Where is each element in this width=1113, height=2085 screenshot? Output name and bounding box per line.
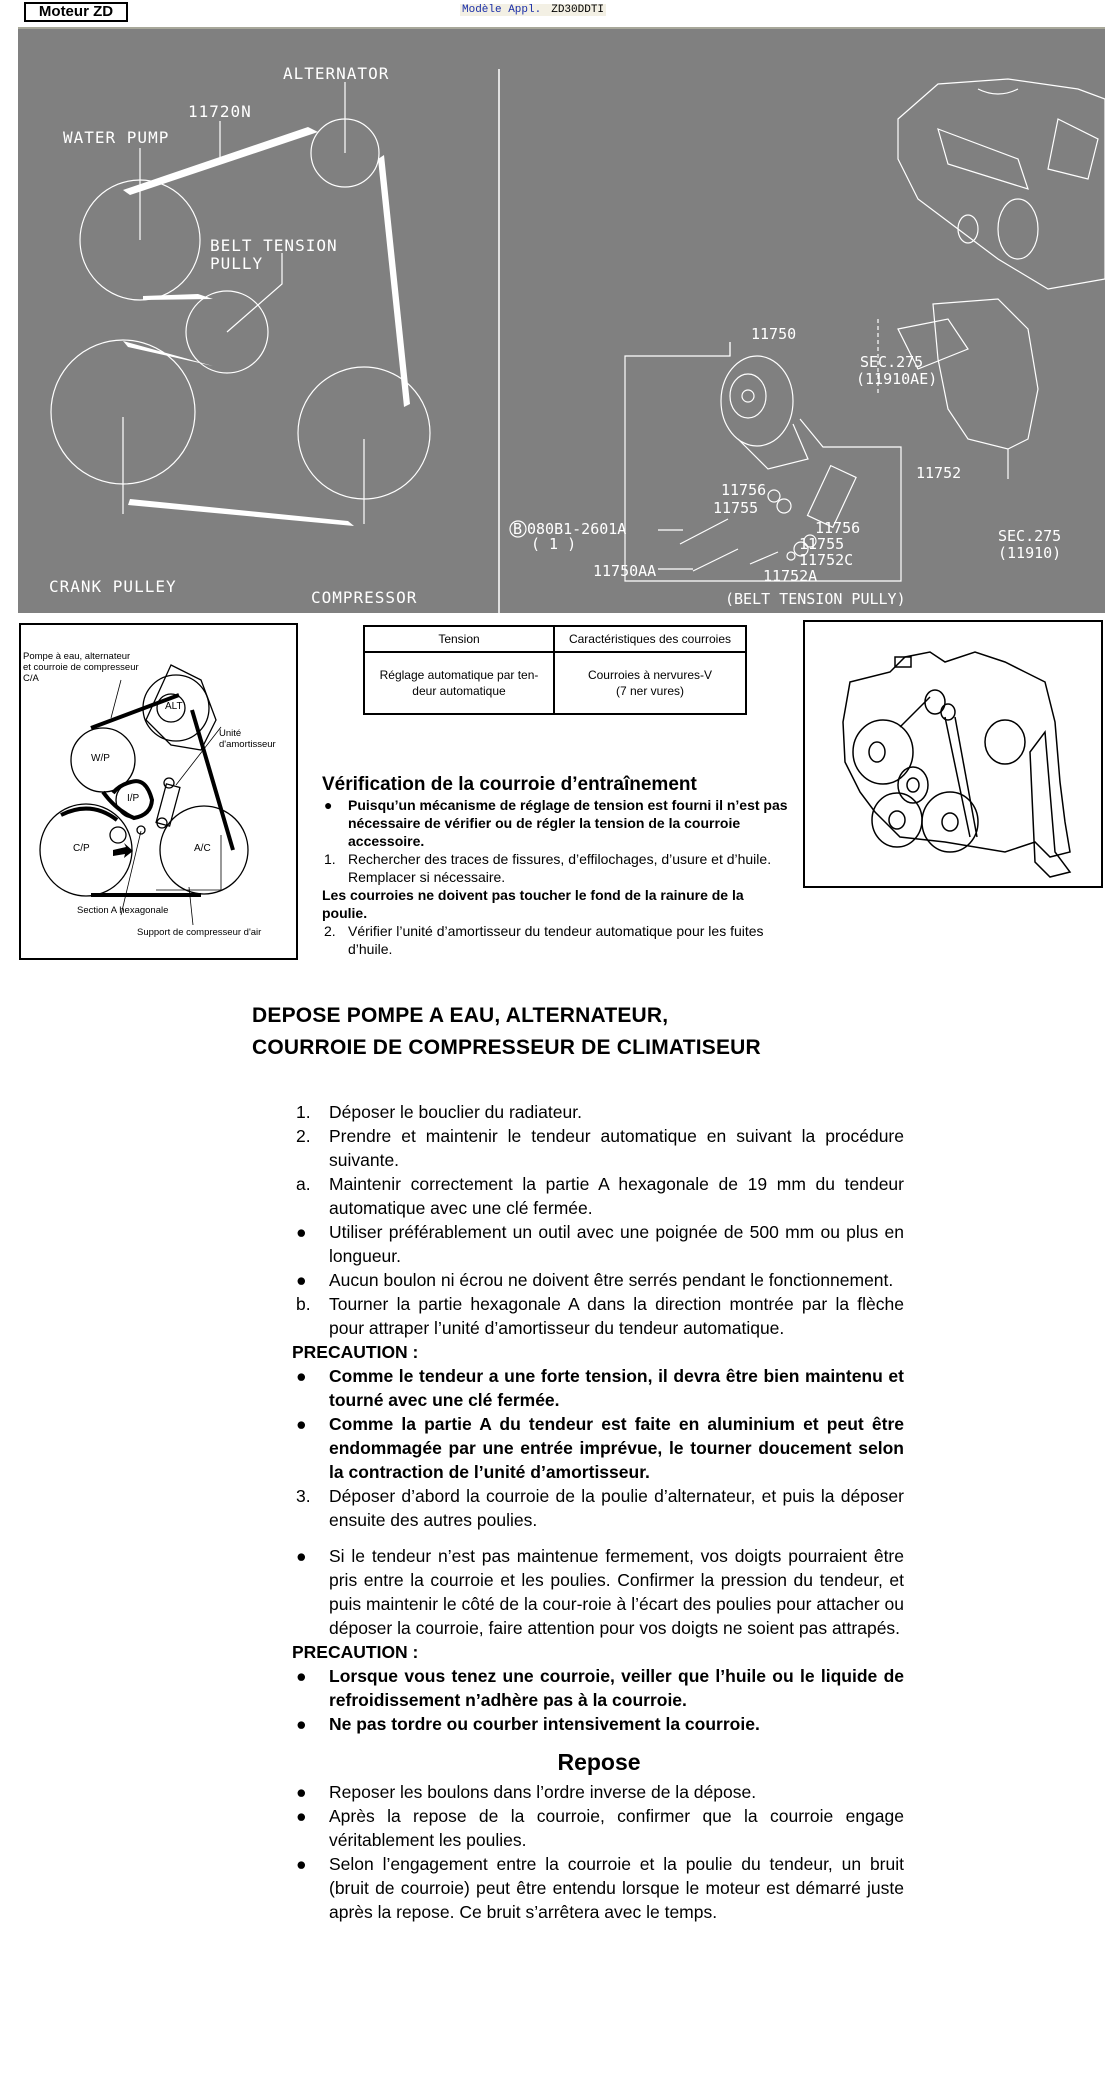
belt-caption xyxy=(23,651,139,684)
label-water-pump: WATER PUMP xyxy=(63,128,170,147)
damper-label xyxy=(219,728,276,750)
label-bolt-code: 080B1-2601A xyxy=(527,520,627,538)
model-label: Modèle Appl. xyxy=(462,4,542,16)
list-item xyxy=(294,1268,904,1292)
label-11756-a: 11756 xyxy=(721,481,767,499)
section-title: Vérification de la courroie d’entraînement xyxy=(322,774,697,795)
label-compressor: COMPRESSOR xyxy=(311,588,418,607)
label-11755-a: 11755 xyxy=(713,499,759,517)
label-11756-b: 11756 xyxy=(815,519,861,537)
label-bolt-b: B xyxy=(513,520,523,538)
label-sec275-a: SEC.275 xyxy=(860,353,924,371)
step-number: 2. xyxy=(296,1126,311,1146)
item-text: Maintenir correctement la partie A hexagonale de 19 mm du tendeur automatique avec une clé fermée. xyxy=(329,1174,904,1218)
label-sec275-b: SEC.275 xyxy=(998,527,1062,545)
label-sec275-b-ref: (11910) xyxy=(998,544,1062,562)
removal-title-line2: COURROIE DE COMPRESSEUR DE CLIMATISEUR xyxy=(252,1036,761,1059)
list-item xyxy=(322,922,792,958)
step-letter: a. xyxy=(296,1174,311,1194)
belt-routing-figure xyxy=(19,623,298,960)
label-belt-tension-caption: (BELT TENSION PULLY) xyxy=(725,590,906,608)
removal-section xyxy=(252,1000,902,1924)
engine-figure xyxy=(803,620,1103,888)
item-text: Vérifier l’unité d’amortisseur du tendeur automatique pour les fuites d’huile. xyxy=(348,923,764,957)
column-header: Caractéristiques des courroies xyxy=(554,626,746,652)
engine-label: Moteur ZD xyxy=(24,2,128,22)
list-item xyxy=(294,1124,904,1172)
cell-line: deur automatique xyxy=(412,684,506,698)
list-item xyxy=(294,1664,904,1712)
removal-procedure xyxy=(294,1100,904,1924)
item-text: Comme le tendeur a une forte tension, il devra être bien maintenu et tourné avec une clé fermée. xyxy=(329,1366,904,1410)
exploded-tensioner-drawing xyxy=(625,79,1105,581)
list-item xyxy=(294,1804,904,1852)
list-item xyxy=(294,1172,904,1220)
bullet-icon: ● xyxy=(296,1714,307,1734)
item-text: Selon l’engagement entre la courroie et la poulie du tendeur, un bruit (bruit de courroie) peut être entendu lorsque le moteur est démarré juste après la repose. Ce bruit s’arrêtera avec le temps. xyxy=(329,1854,904,1922)
support-label: Support de compresseur d'air xyxy=(137,927,262,938)
cell-line: Courroies à nervures-V xyxy=(587,668,713,682)
belt-routing-drawing xyxy=(51,82,430,524)
list-item xyxy=(294,1544,904,1640)
label-belt-tension-2: PULLY xyxy=(210,254,264,273)
item-text: Si le tendeur n’est pas maintenue fermement, vos doigts pourraient être pris entre la courroie et les poulies. Confirmer la pression du tendeur, et puis maintenir le côté de la cour-roie à l’écart des poulies pour attacher ou déposer la courroie, faire attention pour vos doigts ne soient pas attrapés. xyxy=(329,1546,904,1638)
label-belt-tension-1: BELT TENSION xyxy=(210,236,338,255)
step-number: 1. xyxy=(324,851,336,867)
list-item xyxy=(294,1364,904,1412)
item-text: Rechercher des traces de fissures, d’effilochages, d’usure et d’huile. Remplacer si nécessaire. xyxy=(348,851,772,885)
column-header: Tension xyxy=(364,626,554,652)
item-text: Aucun boulon ni écrou ne doivent être serrés pendant le fonctionnement. xyxy=(329,1270,894,1290)
bullet-icon: ● xyxy=(296,1666,307,1686)
step-letter: b. xyxy=(296,1294,311,1314)
cell-line: Réglage automatique par ten- xyxy=(379,668,539,682)
engine-illustration xyxy=(805,622,1101,886)
step-number: 3. xyxy=(296,1486,311,1506)
label-ac: A/C xyxy=(194,843,211,854)
label-11750: 11750 xyxy=(751,325,797,343)
label-11755-b: 11755 xyxy=(799,535,845,553)
table-cell xyxy=(554,652,746,714)
bullet-icon: ● xyxy=(296,1414,307,1434)
list-item xyxy=(294,1852,904,1924)
list-item xyxy=(294,1484,904,1532)
list-item xyxy=(294,1100,904,1124)
bullet-icon: ● xyxy=(296,1854,307,1874)
damper-label-line2: d'amortisseur xyxy=(219,739,276,750)
belt-caption-line1: Pompe à eau, alternateur xyxy=(23,651,131,662)
belt-caption-line2: et courroie de compresseur xyxy=(23,662,139,673)
table-header-row xyxy=(364,626,746,652)
list-item xyxy=(294,1780,904,1804)
label-wp: W/P xyxy=(91,753,110,764)
belt-caption-line3: C/A xyxy=(23,673,39,684)
belt-drawing xyxy=(123,127,410,526)
label-ip: I/P xyxy=(127,793,140,804)
step-number: 2. xyxy=(324,923,336,939)
label-bolt-qty: ( 1 ) xyxy=(531,535,577,553)
removal-title-line1: DEPOSE POMPE A EAU, ALTERNATEUR, xyxy=(252,1004,669,1027)
bullet-icon: ● xyxy=(296,1222,307,1242)
bullet-icon: ● xyxy=(296,1366,307,1386)
label-sec275-a-ref: (11910AE) xyxy=(856,370,938,388)
label-11752c: 11752C xyxy=(799,551,854,569)
label-crank-pulley: CRANK PULLEY xyxy=(49,577,177,596)
list-item xyxy=(294,1220,904,1268)
label-alt: ALT xyxy=(165,701,183,712)
bullet-icon: ● xyxy=(296,1546,307,1566)
item-text: Comme la partie A du tendeur est faite en aluminium et peut être endommagée par une entrée imprévue, le tourner doucement selon la contraction de l’unité d’amortisseur. xyxy=(329,1414,904,1482)
step-number: 1. xyxy=(296,1102,311,1122)
label-part-11720n: 11720N xyxy=(188,102,252,121)
model-applicability xyxy=(460,4,606,16)
table-cell xyxy=(364,652,554,714)
item-text: Utiliser préférablement un outil avec une poignée de 500 mm ou plus en longueur. xyxy=(329,1222,904,1266)
item-text: Déposer le bouclier du radiateur. xyxy=(329,1102,582,1122)
bullet-icon: ● xyxy=(296,1782,307,1802)
label-11752a: 11752A xyxy=(763,567,818,585)
list-item xyxy=(322,850,792,886)
list-item xyxy=(294,1412,904,1484)
hex-section-label: Section A hexagonale xyxy=(77,905,169,916)
item-text: Déposer d’abord la courroie de la poulie d’alternateur, et puis la déposer ensuite des autres poulies. xyxy=(329,1486,904,1530)
model-value: ZD30DDTI xyxy=(551,4,605,16)
belt-inspection-section xyxy=(322,776,792,958)
bullet-icon: ● xyxy=(296,1270,307,1290)
item-text: Tourner la partie hexagonale A dans la direction montrée par la flèche pour attraper l’unité d’amortisseur du tendeur automatique. xyxy=(329,1294,904,1338)
precaution-heading: PRECAUTION : xyxy=(292,1342,419,1362)
bullet-icon: ● xyxy=(324,797,333,813)
item-text: Ne pas tordre ou courber intensivement la courroie. xyxy=(329,1714,760,1734)
damper-label-line1: Unité xyxy=(219,728,242,739)
list-item xyxy=(294,1712,904,1736)
label-11750aa: 11750AA xyxy=(593,562,657,580)
belt-layout-panel xyxy=(18,27,1105,613)
bullet-icon: ● xyxy=(296,1806,307,1826)
belt-spec-table xyxy=(363,625,747,715)
cell-line: (7 ner vures) xyxy=(615,684,685,698)
label-cp: C/P xyxy=(73,843,90,854)
item-text: Prendre et maintenir le tendeur automatique en suivant la procédure suivante. xyxy=(329,1126,904,1170)
item-text: Puisqu’un mécanisme de réglage de tension est fourni il n’est pas nécessaire de vérifier ou de régler la tension de la courroie accessoire. xyxy=(348,797,788,849)
item-text: Après la repose de la courroie, confirmer que la courroie engage véritablement les poulies. xyxy=(329,1806,904,1850)
item-text: Lorsque vous tenez une courroie, veiller que l’huile ou le liquide de refroidissement n’adhère pas à la courroie. xyxy=(329,1666,904,1710)
installation-title: Repose xyxy=(557,1749,641,1775)
precaution-heading: PRECAUTION : xyxy=(292,1642,419,1662)
item-text: Reposer les boulons dans l’ordre inverse de la dépose. xyxy=(329,1782,757,1802)
belt-layout-drawing xyxy=(18,29,1105,615)
list-item: Les courroies ne doivent pas toucher le fond de la rainure de la poulie. xyxy=(322,887,744,921)
table-row xyxy=(364,652,746,714)
label-11752: 11752 xyxy=(916,464,962,482)
list-item xyxy=(322,796,792,850)
label-alternator: ALTERNATOR xyxy=(283,64,390,83)
list-item xyxy=(294,1292,904,1340)
